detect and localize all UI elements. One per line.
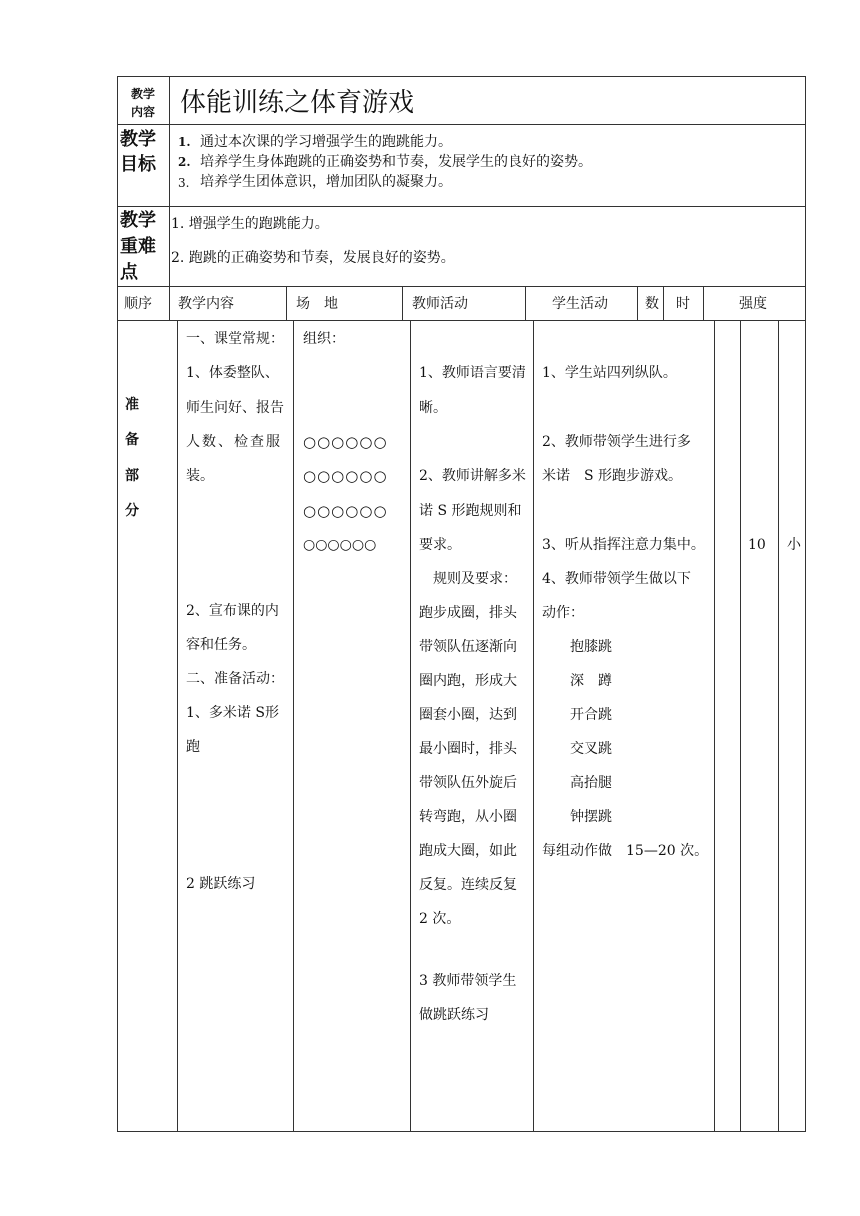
key-point: 1. 增强学生的跑跳能力。	[171, 216, 329, 232]
content-label-line2: 内容	[131, 105, 156, 119]
goal-text: 培养学生身体跑跳的正确姿势和节奏，发展学生的良好的姿势。	[200, 154, 592, 170]
section-char: 备	[125, 432, 139, 448]
goal-text: 培养学生团体意识，增加团队的凝聚力。	[200, 174, 452, 190]
section-char: 部	[125, 468, 139, 484]
col-content: 教学内容	[178, 296, 234, 312]
student-line: 开合跳	[542, 707, 612, 723]
teacher-line: 1、教师语言要清	[419, 365, 526, 381]
formation-row: ○○○○○○	[303, 537, 377, 553]
section-char: 分	[125, 503, 139, 519]
lesson-title: 体能训练之体育游戏	[180, 88, 415, 118]
student-line: 抱膝跳	[542, 639, 612, 655]
formation-row: ○○○○○○	[303, 502, 388, 520]
content-line: 容和任务。	[186, 637, 256, 653]
student-line: 动作：	[542, 605, 584, 621]
col-teacher: 教师活动	[412, 296, 468, 312]
teacher-line: 2、教师讲解多米	[419, 468, 526, 484]
teacher-line: 做跳跃练习	[419, 1007, 489, 1023]
col-count: 数	[645, 296, 659, 312]
formation-row: ○○○○○○	[303, 467, 388, 485]
student-line: 米诺 S 形跑步游戏。	[542, 468, 683, 484]
content-line: 1、体委整队、	[186, 365, 279, 381]
teacher-line: 转弯跑，从小圈	[419, 809, 517, 825]
goals-label-line2: 目标	[120, 154, 156, 175]
goal-num: 3.	[178, 176, 190, 190]
content-line: 师生问好、报告	[186, 400, 284, 416]
teacher-line: 反复。连续反复	[419, 877, 517, 893]
teacher-line: 带领队伍逐渐向	[419, 639, 517, 655]
teacher-line: 3 教师带领学生	[419, 973, 517, 989]
student-line: 1、学生站四列纵队。	[542, 365, 677, 381]
teacher-line: 诺 S 形跑规则和	[419, 503, 522, 519]
time-value: 10	[748, 537, 766, 553]
student-line: 4、教师带领学生做以下	[542, 571, 691, 587]
teacher-line: 带领队伍外旋后	[419, 775, 517, 791]
teacher-line: 2 次。	[419, 911, 461, 927]
content-line: 二、准备活动：	[186, 671, 284, 687]
teacher-line: 圈内跑，形成大	[419, 673, 517, 689]
content-line: 跑	[186, 739, 200, 755]
col-time: 时	[676, 296, 690, 312]
teacher-line: 跑成大圈，如此	[419, 843, 517, 859]
section-char: 准	[125, 397, 139, 413]
goal-text: 通过本次课的学习增强学生的跑跳能力。	[200, 134, 452, 150]
col-student: 学生活动	[552, 296, 608, 312]
student-line: 3、听从指挥注意力集中。	[542, 537, 705, 553]
teacher-line: 要求。	[419, 537, 461, 553]
goal-num: 2.	[178, 155, 191, 169]
content-line: 2、宣布课的内	[186, 603, 279, 619]
content-line: 人数、检查服	[186, 434, 282, 450]
teacher-line: 圈套小圈，达到	[419, 707, 517, 723]
student-line: 钟摆跳	[542, 809, 612, 825]
content-line: 2 跳跃练习	[186, 876, 256, 892]
content-line: 1、多米诺 S形	[186, 705, 279, 721]
content-line: 装。	[186, 468, 214, 484]
key-label-line2: 重难	[120, 236, 156, 257]
student-line: 2、教师带领学生进行多	[542, 434, 691, 450]
teacher-line: 跑步成圈，排头	[419, 605, 517, 621]
key-point: 2. 跑跳的正确姿势和节奏，发展良好的姿势。	[171, 250, 455, 266]
student-line: 每组动作做 15—20 次。	[542, 843, 709, 859]
col-venue: 场 地	[296, 296, 338, 312]
teacher-line: 最小圈时，排头	[419, 741, 517, 757]
student-line: 交叉跳	[542, 741, 612, 757]
student-line: 深 蹲	[542, 673, 612, 689]
col-order: 顺序	[124, 296, 152, 312]
content-line: 一、课堂常规：	[186, 331, 284, 347]
key-label-line1: 教学	[120, 210, 156, 231]
venue-label: 组织：	[303, 331, 345, 347]
goals-label-line1: 教学	[120, 129, 156, 150]
teacher-line: 晰。	[419, 400, 447, 416]
student-line: 高抬腿	[542, 775, 612, 791]
content-label-line1: 教学	[131, 87, 156, 101]
key-label-line3: 点	[120, 262, 138, 283]
teacher-line: 规则及要求：	[419, 571, 517, 587]
col-intensity: 强度	[739, 296, 767, 312]
intensity-value: 小	[787, 537, 801, 553]
goal-num: 1.	[178, 135, 191, 149]
formation-row: ○○○○○○	[303, 433, 388, 451]
